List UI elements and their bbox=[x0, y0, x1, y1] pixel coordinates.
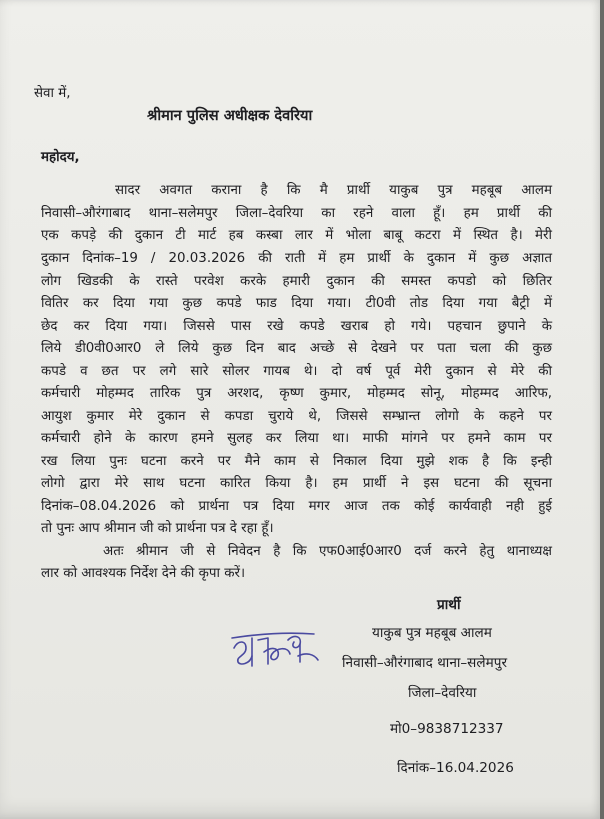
body-line: रख लिया पुनः घटना करने पर मैने काम से निकाल दिया मुझे शक है कि इन्ही bbox=[41, 454, 552, 469]
letter-date: दिनांक–16.04.2026 bbox=[397, 760, 514, 776]
body-line: दिनांक–08.04.2026 को प्रार्थना पत्र दिया मगर आज तक कोई कार्यवाही नही हुई bbox=[41, 499, 552, 514]
sender-name: याकुब पुत्र महबूब आलम bbox=[372, 625, 492, 641]
page-edge bbox=[600, 0, 604, 819]
handwritten-signature bbox=[228, 626, 324, 670]
addressee: श्रीमान पुलिस अधीक्षक देवरिया bbox=[147, 107, 313, 124]
sender-label: प्रार्थी bbox=[437, 597, 461, 613]
greeting: महोदय, bbox=[41, 150, 80, 165]
body-line: लिये डी0वी0आर0 ले लिये कुछ दिन बाद अच्छे से देखने पर पता चला की कुछ bbox=[41, 341, 552, 356]
body-line: लोग खिडकी के रास्ते परवेश करके हमारी दुकान की समस्त कपडो को छितिर bbox=[41, 274, 552, 289]
body-line: आयुश कुमार मेरे दुकान से कपडा चुराये थे, जिससे सम्भ्रान्त लोगो के कहने पर bbox=[41, 409, 552, 424]
sender-district: जिला–देवरिया bbox=[408, 685, 477, 701]
body-line: वितिर कर दिया गया कुछ कपडे फाड दिया गया। टी0वी तोड दिया गया बैट्री में bbox=[41, 296, 552, 311]
sender-address: निवासी–औरंगाबाद थाना–सलेमपुर bbox=[342, 655, 507, 671]
body-line: एक कपड़े की दुकान टी मार्ट हब कस्बा लार में भोला बाबू कटरा में स्थित है। मेरी bbox=[41, 228, 552, 243]
body-line: लोगो द्वारा मेरे साथ घटना कारित किया है। हम प्रार्थी ने इस घटना की सूचना bbox=[41, 476, 552, 491]
body-line: कपडे व छत पर लगे सारे सोलर गायब थे। दो वर्ष पूर्व मेरी दुकान से मेरे की bbox=[41, 364, 552, 379]
salutation-to: सेवा में, bbox=[34, 86, 71, 101]
body-line: कर्मचारी मोहम्मद तारिक पुत्र अरशद, कृष्ण कुमार, मोहम्मद सोनू, मोहम्मद आरिफ, bbox=[41, 386, 552, 401]
body-line: दुकान दिनांक–19 / 20.03.2026 की राती में हम प्रार्थी के दुकान में कुछ अज्ञात bbox=[41, 251, 552, 266]
body-line: निवासी–औरंगाबाद थाना–सलेमपुर जिला–देवरिया का रहने वाला हूँ। हम प्रार्थी की bbox=[41, 206, 552, 221]
body-line: सादर अवगत कराना है कि मै प्रार्थी याकुब पुत्र महबूब आलम bbox=[115, 183, 552, 198]
body-line: कर्मचारी होने के कारण हमने सुलह कर लिया था। माफी मांगने पर हमने काम पर bbox=[41, 431, 552, 446]
request-line: अतः श्रीमान जी से निवेदन है कि एफ0आई0आर0 दर्ज करने हेतु थानाध्यक्ष bbox=[103, 544, 552, 559]
body-line: तो पुनः आप श्रीमान जी को प्रार्थना पत्र दे रहा हूँ। bbox=[41, 521, 274, 536]
sender-mobile: मो0–9838712337 bbox=[390, 721, 504, 737]
body-line: छेद कर दिया गया। जिससे पास रखे कपडे खराब हो गये। पहचान छुपाने के bbox=[41, 319, 552, 334]
request-line: लार को आवश्यक निर्देश देने की कृपा करें। bbox=[41, 566, 246, 581]
